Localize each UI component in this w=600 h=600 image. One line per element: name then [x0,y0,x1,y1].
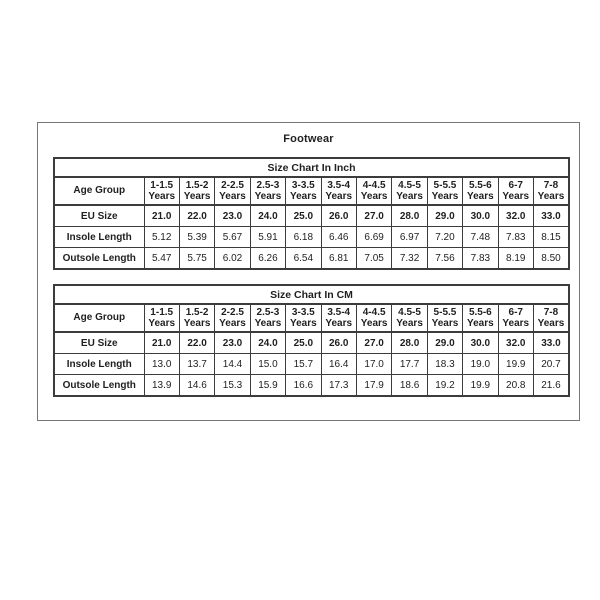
age-range-line: 5.5-6 [468,306,492,318]
size-value-cell: 17.0 [356,354,391,375]
age-unit-line: Years [289,191,317,202]
size-value-cell: 24.0 [250,332,285,354]
size-value-cell: 6.26 [250,248,285,270]
size-value-cell: 16.4 [321,354,356,375]
age-range-line: 6-7 [508,179,523,191]
size-value-cell: 25.0 [286,205,321,227]
size-value-cell: 28.0 [392,332,427,354]
age-unit-line: Years [431,318,459,329]
age-unit-line: Years [467,318,494,329]
size-value-cell: 6.97 [392,227,427,248]
age-range-line: 3-3.5 [291,306,315,318]
size-value-cell: 19.2 [427,375,462,397]
age-unit-line: Years [219,191,246,202]
row-label: EU Size [54,205,144,227]
size-value-cell: 25.0 [286,332,321,354]
size-value-cell: 16.6 [286,375,321,397]
age-unit-line: Years [431,191,459,202]
size-value-cell: 6.69 [356,227,391,248]
size-value-cell: 29.0 [427,332,462,354]
size-value-cell: 27.0 [356,332,391,354]
size-value-cell: 19.0 [463,354,498,375]
size-value-cell: 8.50 [533,248,569,270]
age-range-line: 7-8 [543,306,559,318]
size-value-cell: 8.15 [533,227,569,248]
size-value-cell: 30.0 [463,205,498,227]
age-unit-line: Years [254,318,282,329]
age-unit-line: Years [325,318,353,329]
size-value-cell: 15.9 [250,375,285,397]
age-range-line: 3.5-4 [327,306,351,318]
size-value-cell: 7.20 [427,227,462,248]
size-value-cell: 13.7 [179,354,214,375]
age-range-line: 4-4.5 [362,306,386,318]
size-value-cell: 27.0 [356,205,391,227]
size-value-cell: 21.0 [144,205,179,227]
age-group-column-header [179,177,214,205]
age-group-column-header [356,177,391,205]
size-value-cell: 17.9 [356,375,391,397]
age-range-line: 1.5-2 [185,306,209,318]
table-row [54,354,569,375]
size-value-cell: 19.9 [498,354,533,375]
age-unit-line: Years [183,191,211,202]
age-range-line: 5-5.5 [433,306,457,318]
age-range-line: 2-2.5 [221,179,244,191]
age-unit-line: Years [537,191,565,202]
size-value-cell: 14.6 [179,375,214,397]
age-range-line: 4-4.5 [362,179,386,191]
age-group-column-header [286,304,321,332]
size-value-cell: 6.02 [215,248,250,270]
row-label: Insole Length [54,227,144,248]
size-value-cell: 20.8 [498,375,533,397]
age-unit-line: Years [219,318,246,329]
age-range-line: 3-3.5 [291,179,315,191]
age-group-column-header [392,177,427,205]
size-value-cell: 5.39 [179,227,214,248]
size-chart-sheet [37,122,580,421]
size-value-cell: 15.7 [286,354,321,375]
age-group-column-header [250,177,285,205]
size-value-cell: 24.0 [250,205,285,227]
row-label: Outsole Length [54,375,144,397]
size-value-cell: 7.05 [356,248,391,270]
size-value-cell: 5.75 [179,248,214,270]
size-value-cell: 26.0 [321,205,356,227]
age-unit-line: Years [148,318,176,329]
size-value-cell: 17.7 [392,354,427,375]
size-value-cell: 30.0 [463,332,498,354]
age-unit-line: Years [502,318,530,329]
age-unit-line: Years [467,191,494,202]
age-range-line: 4.5-5 [398,306,421,318]
size-value-cell: 15.0 [250,354,285,375]
size-value-cell: 7.83 [463,248,498,270]
age-unit-line: Years [502,191,530,202]
size-value-cell: 21.6 [533,375,569,397]
size-chart-table-cm [53,284,570,397]
size-chart-table-inch [53,157,570,270]
age-group-column-header [533,304,569,332]
size-value-cell: 33.0 [533,205,569,227]
age-group-column-header [427,304,462,332]
size-value-cell: 14.4 [215,354,250,375]
age-group-column-header [250,304,285,332]
size-value-cell: 20.7 [533,354,569,375]
age-group-column-header [179,304,214,332]
age-range-line: 1-1.5 [150,306,174,318]
age-unit-line: Years [183,318,211,329]
size-value-cell: 32.0 [498,332,533,354]
age-unit-line: Years [325,191,353,202]
row-label: Insole Length [54,354,144,375]
age-group-corner-label: Age Group [54,177,144,205]
table-row [54,248,569,270]
size-value-cell: 5.47 [144,248,179,270]
table-row [54,205,569,227]
age-group-column-header [144,177,179,205]
size-value-cell: 32.0 [498,205,533,227]
size-value-cell: 8.19 [498,248,533,270]
age-group-corner-label: Age Group [54,304,144,332]
age-group-column-header [392,304,427,332]
size-value-cell: 5.67 [215,227,250,248]
size-value-cell: 29.0 [427,205,462,227]
age-group-column-header [533,177,569,205]
age-range-line: 5.5-6 [468,179,492,191]
age-unit-line: Years [537,318,565,329]
size-value-cell: 17.3 [321,375,356,397]
table-row [54,227,569,248]
size-value-cell: 18.6 [392,375,427,397]
age-group-column-header [144,304,179,332]
age-unit-line: Years [396,318,423,329]
size-value-cell: 6.46 [321,227,356,248]
row-label: Outsole Length [54,248,144,270]
size-value-cell: 15.3 [215,375,250,397]
table-row [54,375,569,397]
size-value-cell: 26.0 [321,332,356,354]
size-value-cell: 7.83 [498,227,533,248]
size-value-cell: 7.56 [427,248,462,270]
age-group-column-header [321,304,356,332]
age-range-line: 7-8 [543,179,559,191]
age-range-line: 6-7 [508,306,523,318]
size-value-cell: 6.81 [321,248,356,270]
age-group-column-header [215,177,250,205]
age-unit-line: Years [396,191,423,202]
size-value-cell: 21.0 [144,332,179,354]
age-range-line: 3.5-4 [327,179,351,191]
table-row [54,332,569,354]
size-value-cell: 5.91 [250,227,285,248]
size-value-cell: 33.0 [533,332,569,354]
size-value-cell: 5.12 [144,227,179,248]
age-range-line: 4.5-5 [398,179,421,191]
age-group-column-header [463,177,498,205]
age-unit-line: Years [289,318,317,329]
age-range-line: 2.5-3 [256,306,280,318]
size-value-cell: 6.54 [286,248,321,270]
age-group-column-header [498,177,533,205]
row-label: EU Size [54,332,144,354]
age-range-line: 5-5.5 [433,179,457,191]
size-value-cell: 13.0 [144,354,179,375]
age-group-column-header [215,304,250,332]
size-value-cell: 7.48 [463,227,498,248]
table-title: Size Chart In CM [54,285,569,304]
size-value-cell: 18.3 [427,354,462,375]
table-title: Size Chart In Inch [54,158,569,177]
size-value-cell: 23.0 [215,205,250,227]
age-range-line: 2-2.5 [221,306,244,318]
age-group-column-header [463,304,498,332]
size-value-cell: 22.0 [179,205,214,227]
age-unit-line: Years [360,318,388,329]
age-group-column-header [321,177,356,205]
age-range-line: 1.5-2 [185,179,209,191]
size-value-cell: 13.9 [144,375,179,397]
size-value-cell: 22.0 [179,332,214,354]
size-value-cell: 23.0 [215,332,250,354]
size-value-cell: 6.18 [286,227,321,248]
size-value-cell: 28.0 [392,205,427,227]
age-group-column-header [286,177,321,205]
age-unit-line: Years [148,191,176,202]
age-group-column-header [356,304,391,332]
age-range-line: 1-1.5 [150,179,174,191]
page-title: Footwear [283,133,334,145]
age-group-column-header [498,304,533,332]
age-group-column-header [427,177,462,205]
size-value-cell: 7.32 [392,248,427,270]
age-unit-line: Years [254,191,282,202]
age-range-line: 2.5-3 [256,179,280,191]
age-unit-line: Years [360,191,388,202]
size-value-cell: 19.9 [463,375,498,397]
